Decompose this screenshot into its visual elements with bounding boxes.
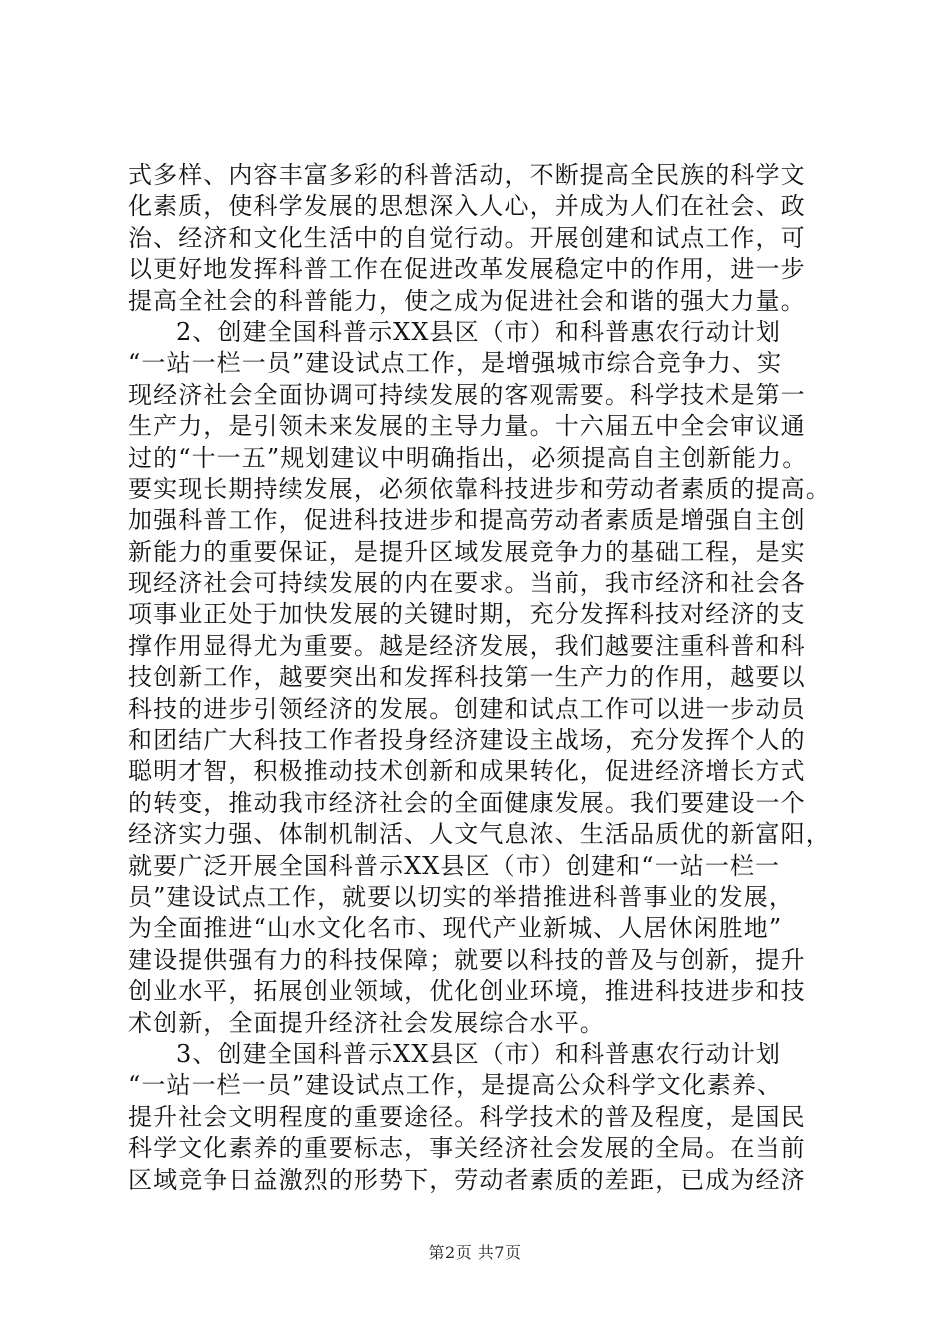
text-line: 术创新，全面提升经济社会发展综合水平。 bbox=[128, 1008, 605, 1037]
text-line: 和团结广大科技工作者投身经济建设主战场，充分发挥个人的 bbox=[128, 726, 806, 755]
text-line: 过的“十一五”规划建议中明确指出，必须提高自主创新能力。 bbox=[128, 443, 808, 472]
text-line: 经济实力强、体制机制活、人文气息浓、生活品质优的新富阳， bbox=[128, 820, 831, 849]
text-line: 新能力的重要保证，是提升区域发展竞争力的基础工程，是实 bbox=[128, 537, 806, 566]
text-line: 就要广泛开展全国科普示XX县区（市）创建和“一站一栏一 bbox=[128, 851, 781, 880]
document-body bbox=[128, 160, 830, 1196]
text-line: 撑作用显得尤为重要。越是经济发展，我们越要注重科普和科 bbox=[128, 631, 806, 660]
text-line: 科学文化素养的重要标志，事关经济社会发展的全局。在当前 bbox=[128, 1134, 806, 1163]
text-line: 为全面推进“山水文化名市、现代产业新城、人居休闲胜地” bbox=[128, 914, 783, 943]
text-line: 以更好地发挥科普工作在促进改革发展稳定中的作用，进一步 bbox=[128, 255, 806, 284]
text-line: 要实现长期持续发展，必须依靠科技进步和劳动者素质的提高。 bbox=[128, 474, 831, 503]
text-line: 式多样、内容丰富多彩的科普活动，不断提高全民族的科学文 bbox=[128, 161, 806, 189]
text-line: 现经济社会全面协调可持续发展的客观需要。科学技术是第一 bbox=[128, 380, 806, 409]
page-footer: 第2页 共7页 bbox=[428, 1243, 522, 1262]
text-line: 创业水平，拓展创业领域，优化创业环境，推进科技进步和技 bbox=[128, 977, 806, 1006]
text-line: 员”建设试点工作，就要以切实的举措推进科普事业的发展， bbox=[128, 882, 794, 911]
text-line: 治、经济和文化生活中的自觉行动。开展创建和试点工作，可 bbox=[128, 223, 806, 252]
text-line: 技创新工作，越要突出和发挥科技第一生产力的作用，越要以 bbox=[128, 663, 806, 692]
text-line: 现经济社会可持续发展的内在要求。当前，我市经济和社会各 bbox=[128, 569, 806, 598]
text-line: 区域竞争日益激烈的形势下，劳动者素质的差距，已成为经济 bbox=[128, 1165, 806, 1194]
text-line: 提升社会文明程度的重要途径。科学技术的普及程度，是国民 bbox=[128, 1102, 806, 1131]
text-line: “一站一栏一员”建设试点工作，是增强城市综合竞争力、实 bbox=[128, 349, 783, 378]
text-line: 的转变，推动我市经济社会的全面健康发展。我们要建设一个 bbox=[128, 788, 806, 817]
text-line: 建设提供强有力的科技保障；就要以科技的普及与创新，提升 bbox=[128, 945, 806, 974]
text-line: 提高全社会的科普能力，使之成为促进社会和谐的强大力量。 bbox=[128, 286, 806, 315]
text-line: 化素质，使科学发展的思想深入人心，并成为人们在社会、政 bbox=[128, 192, 806, 221]
text-line: 生产力，是引领未来发展的主导力量。十六届五中全会审议通 bbox=[128, 412, 806, 441]
text-line: 项事业正处于加快发展的关键时期，充分发挥科技对经济的支 bbox=[128, 600, 806, 629]
text-line: 加强科普工作，促进科技进步和提高劳动者素质是增强自主创 bbox=[128, 506, 806, 535]
text-line: 科技的进步引领经济的发展。创建和试点工作可以进一步动员 bbox=[128, 694, 806, 723]
text-line: 聪明才智，积极推动技术创新和成果转化，促进经济增长方式 bbox=[128, 757, 806, 786]
text-line: “一站一栏一员”建设试点工作，是提高公众科学文化素养、 bbox=[128, 1071, 783, 1100]
text-line: 2、创建全国科普示XX县区（市）和科普惠农行动计划 bbox=[176, 317, 781, 346]
text-line: 3、创建全国科普示XX县区（市）和科普惠农行动计划 bbox=[176, 1039, 781, 1068]
